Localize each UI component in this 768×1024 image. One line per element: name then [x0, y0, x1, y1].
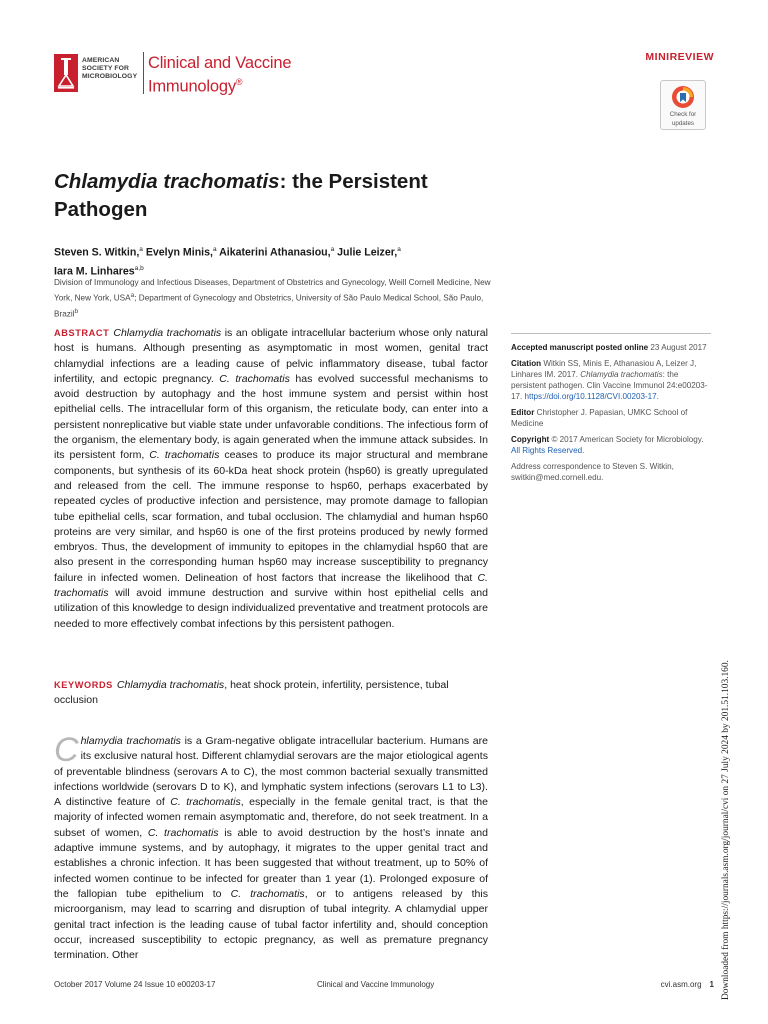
article-type-label: MINIREVIEW	[645, 51, 714, 63]
abstract-text: is an obligate intracellular bacterium whose only natural host is humans. Although presenting as asymptomatic in most women, genital tract chlamydial infections are a leading cause of pelvic inflammatory disease, tubal factor infertility, and ectopic pregnancy.	[54, 327, 488, 385]
copyright-value: © 2017 American Society for Microbiology.	[549, 435, 704, 444]
journal-name-line: Clinical and Vaccine	[148, 54, 292, 72]
body-italic: C. trachomatis	[170, 796, 241, 809]
society-line: SOCIETY FOR	[82, 65, 130, 73]
abstract-italic: C. trachomatis	[149, 449, 220, 462]
author-name: Iara M. Linhares	[54, 265, 135, 278]
footer-journal: Clinical and Vaccine Immunology	[317, 980, 435, 989]
affiliation-mark: a	[130, 292, 135, 299]
citation-italic: Chlamydia trachomatis	[580, 370, 663, 379]
citation	[511, 358, 711, 402]
keywords	[54, 678, 488, 709]
check-updates-label: updates	[671, 120, 695, 127]
author-affiliation-mark: a	[212, 246, 217, 253]
abstract	[54, 326, 488, 632]
journal-name	[148, 54, 291, 97]
body-italic: C. trachomatis	[230, 887, 305, 900]
abstract-italic: Chlamydia trachomatis	[113, 327, 222, 339]
footer-site	[661, 980, 714, 989]
title-species: Chlamydia trachomatis	[54, 170, 280, 193]
abstract-label: ABSTRACT	[54, 328, 110, 338]
journal-name-text: Immunology	[148, 77, 236, 96]
society-line: AMERICAN	[82, 57, 120, 64]
author-name: Evelyn Minis,	[142, 246, 213, 259]
citation-text: .	[656, 392, 659, 401]
logo-divider	[143, 52, 144, 94]
abstract-text: ceases to produce its major structural and membrane components, but synthesis of its 60-kDa heat shock protein (hsp60) is greatly upregulated and released from the cell. The immune response to hsp60, perhaps exacerbated by repeated cycles of productive infection and persistence, may promote damage to fallopian tube epithelial cells, scar formation, and tubal occlusion. The chlamydial and human hsp60 proteins are very similar, and hsp60 is one of the first proteins produced by newly formed embryos. Thus, the development of immunity to epitopes in the chlamydial hsp60 that are also present in the corresponding human hsp60 may increase susceptibility to pregnancy failure in infected women. Delineation of host factors that increase the likelihood that	[54, 449, 488, 584]
author-name: Steven S. Witkin,	[54, 246, 140, 259]
page-footer	[54, 980, 714, 994]
abstract-text: will avoid immune destruction and survive within host epithelial cells and utilization of this knowledge to design individualized preventative and treatment protocols are needed to more effectively combat infections by this persistent pathogen.	[54, 587, 488, 630]
citation-text: : the persistent pathogen. Clin Vaccine Immunol 24:e00203-17.	[511, 370, 708, 401]
keyword-italic: Chlamydia trachomatis	[116, 679, 225, 691]
title-rest: : the Persistent Pathogen	[54, 170, 428, 221]
editor-value: Christopher J. Papasian, UMKC School of Medicine	[511, 408, 688, 428]
article-title	[54, 168, 494, 224]
citation-text: Witkin SS, Minis E, Athanasiou A, Leizer J, Linhares IM. 2017.	[511, 359, 697, 379]
check-for-updates-button[interactable]	[660, 80, 706, 130]
issue-info: October 2017 Volume 24 Issue 10 e00203-17	[54, 980, 216, 989]
author-affiliation-mark: a,b	[134, 264, 144, 272]
registered-mark: ®	[235, 77, 243, 87]
check-updates-icon	[671, 85, 695, 109]
correspondence: Address correspondence to Steven S. Witkin, switkin@med.cornell.edu.	[511, 462, 674, 482]
copyright-label: Copyright	[511, 435, 550, 444]
accepted-label: Accepted manuscript posted online	[511, 343, 649, 352]
author-affiliation-mark: a	[330, 246, 335, 253]
affiliation-separator: ;	[134, 293, 139, 303]
affiliation-b: Department of Gynecology and Obstetrics, University of São Paulo Medical School, São Paulo, Brazil	[54, 293, 484, 319]
society-line: MICROBIOLOGY	[82, 73, 138, 81]
accepted-value: 23 August 2017	[648, 343, 707, 352]
dropcap-letter: C	[54, 731, 79, 769]
article-info-sidebar	[511, 333, 711, 488]
editor	[511, 407, 711, 429]
author-list	[54, 242, 494, 279]
page-number: 1	[709, 980, 714, 989]
download-watermark: Downloaded from https://journals.asm.org/journal/cvi on 27 July 2024 by 201.51.103.160.	[721, 660, 731, 1000]
copyright-value: .	[582, 446, 585, 455]
affiliation-mark: b	[74, 307, 79, 315]
body-text: , especially in the female genital tract, is that the majority of infected women remain asymptomatic and, therefore, do not seek treatment. In a subset of women,	[54, 796, 488, 839]
body-text: is a Gram-negative obligate intracellular bacterium. Humans are its exclusive natural host. Different chlamydial serovars are the major etiological agents of preventable blindness (serovars A to C), the most common bacterial sexually transmitted infections worldwide (serovars D to K), and lymphatic system infections (serovars L1 to L3). A distinctive feature of	[54, 735, 488, 809]
body-text: , or to antigens released by this microorganism, may lead to scarring and disruption of tubal integrity. A chlamydial upper genital tract infection is the leading cause of tubal factor infertility and, should conception occur, increased susceptibility to ectopic pregnancy, as well as premature pregnancy termination. Other	[54, 887, 488, 962]
author-name: Aikaterini Athanasiou,	[216, 246, 331, 259]
keywords-label: KEYWORDS	[54, 680, 113, 690]
keyword-list: , heat shock protein, infertility, persistence, tubal occlusion	[54, 679, 449, 707]
check-updates-label: Check for	[669, 111, 697, 118]
abstract-italic: C. trachomatis	[54, 571, 488, 600]
accepted-date	[511, 342, 711, 353]
affiliations	[54, 276, 494, 320]
author-affiliation-mark: a	[139, 246, 143, 253]
doi-link[interactable]: https://doi.org/10.1128/CVI.00203-17	[524, 392, 657, 401]
journal-header	[54, 48, 714, 127]
affiliation-a: Division of Immunology and Infectious Diseases, Department of Obstetrics and Gynecology, Weill Cornell Medicine, New York, New York, USA	[54, 278, 491, 303]
editor-label: Editor	[511, 408, 535, 417]
copyright	[511, 434, 711, 456]
site-link[interactable]: cvi.asm.org	[660, 980, 702, 989]
rights-link[interactable]: All Rights Reserved	[511, 446, 583, 455]
abstract-italic: C. trachomatis	[219, 372, 290, 385]
author-name: Julie Leizer,	[334, 246, 398, 259]
abstract-text: has evolved successful mechanisms to avoid destruction by autophagy and the host immune system and persist within host epithelial cells. The intracellular form of this organism, the reticulate body, can enter into a persistent nonreplicative but viable state under unfavorable conditions. The infectious form of the organism, the elementary body, is again generated when the immune attack subsides. In its persistent form,	[54, 372, 488, 462]
body-paragraph	[54, 731, 488, 963]
body-italic: C. trachomatis	[147, 826, 219, 839]
body-italic: hlamydia trachomatis	[80, 735, 181, 747]
body-text: is able to avoid destruction by the host’s innate and adaptive immune systems, and by autophagy, it migrates to the upper genital tract and establishes a chronic infection. It has been suggested that without treatment, up to 50% of infected women continue to be infected for greater than 1 year (1). Prolonged exposure of the fallopian tube epithelium to	[54, 826, 488, 900]
asm-logo-icon	[54, 54, 78, 92]
citation-label: Citation	[511, 359, 542, 368]
journal-name-line	[148, 73, 291, 97]
author-affiliation-mark: a	[397, 246, 401, 253]
